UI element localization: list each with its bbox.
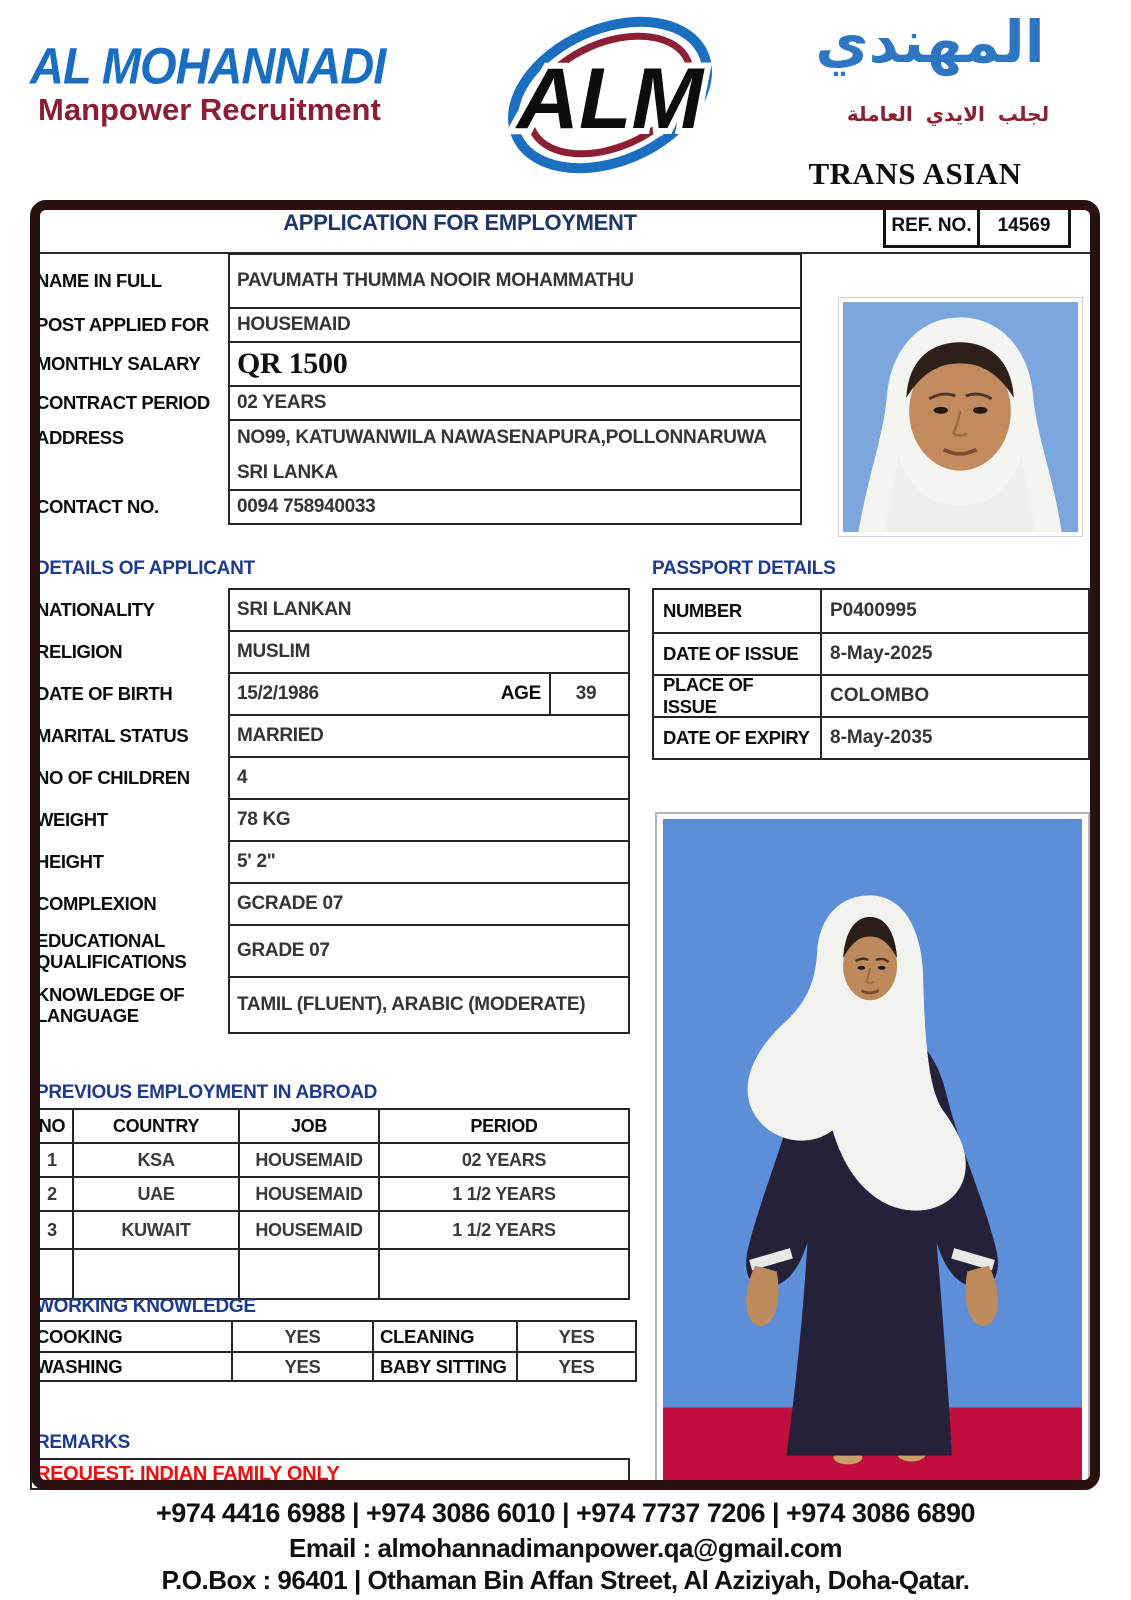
brand-name: AL MOHANNADI xyxy=(30,36,386,95)
age-value: 39 xyxy=(549,674,621,714)
salary-value xyxy=(228,341,802,387)
employment-row-2 xyxy=(32,1176,628,1210)
employment-header-row xyxy=(32,1110,628,1142)
employment-row-1-job: HOUSEMAID xyxy=(240,1144,380,1176)
passport-section-heading: PASSPORT DETAILS xyxy=(652,558,836,579)
arabic-brand-name: المهندي xyxy=(815,8,1045,76)
employment-row-1-period: 02 YEARS xyxy=(461,1149,547,1170)
employment-col-country: COUNTRY xyxy=(74,1110,240,1142)
detail-row-language xyxy=(36,976,630,1034)
alm-logo-icon xyxy=(492,6,728,184)
remarks-value: REQUEST: INDIAN FAMILY ONLY xyxy=(36,1462,340,1485)
working-knowledge-table xyxy=(30,1320,637,1382)
cooking-value: YES xyxy=(233,1322,374,1351)
dob-date: 15/2/1986 xyxy=(237,683,319,704)
working-knowledge-heading: WORKING KNOWLEDGE xyxy=(36,1296,256,1317)
details-section xyxy=(36,588,630,1034)
babysitting-label: BABY SITTING xyxy=(374,1353,518,1380)
ref-number-value: 14569 xyxy=(997,215,1051,236)
employment-row-empty xyxy=(32,1248,628,1298)
cooking-label: COOKING xyxy=(32,1322,233,1351)
employment-row-3 xyxy=(32,1210,628,1248)
nationality-label: NATIONALITY xyxy=(36,599,155,621)
employment-row-3-job: HOUSEMAID xyxy=(240,1212,380,1248)
detail-row-nationality xyxy=(36,588,630,632)
employment-row-3-period: 1 1/2 YEARS xyxy=(452,1219,556,1240)
name-value: PAVUMATH THUMMA NOOIR MOHAMMATHU xyxy=(228,253,802,309)
address-label: ADDRESS xyxy=(36,427,124,448)
passport-issue-date-value: 8-May-2025 xyxy=(830,643,933,664)
contract-label: CONTRACT PERIOD xyxy=(36,392,210,413)
language-label: KNOWLEDGE OF LANGUAGE xyxy=(36,983,185,1026)
employment-row-2-country: UAE xyxy=(74,1178,240,1210)
remarks-heading: REMARKS xyxy=(36,1432,130,1453)
education-label: EDUCATIONAL QUALIFICATIONS xyxy=(36,929,187,972)
brand-subtitle: Manpower Recruitment xyxy=(38,92,381,127)
detail-row-dob xyxy=(36,672,630,716)
name-label: NAME IN FULL xyxy=(36,270,162,291)
address-line-1: NO99, KATUWANWILA NAWASENAPURA,POLLONNARUWA xyxy=(237,426,767,448)
marital-label: MARITAL STATUS xyxy=(36,725,189,747)
employment-row-3-country: KUWAIT xyxy=(74,1212,240,1248)
passport-issue-date-label: DATE OF ISSUE xyxy=(654,634,822,674)
complexion-label: COMPLEXION xyxy=(36,893,157,915)
cleaning-value: YES xyxy=(558,1325,595,1347)
footer-phone-numbers: +974 4416 6988 | +974 3086 6010 | +974 7737 7206 | +974 3086 6890 xyxy=(156,1498,975,1528)
field-row-address xyxy=(36,419,802,491)
employment-row-1-country: KSA xyxy=(74,1144,240,1176)
babysitting-value: YES xyxy=(558,1355,595,1377)
application-form xyxy=(30,200,1100,1490)
remarks-box xyxy=(30,1458,630,1490)
age-label: AGE xyxy=(500,683,541,704)
employment-col-period: PERIOD xyxy=(470,1115,538,1136)
post-label: POST APPLIED FOR xyxy=(36,314,209,335)
marital-value: MARRIED xyxy=(228,714,630,758)
address-value xyxy=(228,419,802,491)
employment-row-1-no: 1 xyxy=(32,1144,74,1176)
detail-row-complexion xyxy=(36,882,630,926)
working-knowledge-row-1 xyxy=(32,1322,635,1351)
children-value: 4 xyxy=(228,756,630,800)
cleaning-label: CLEANING xyxy=(374,1322,518,1351)
washing-value: YES xyxy=(233,1353,374,1380)
ref-number-label: REF. NO. xyxy=(886,207,980,245)
detail-row-religion xyxy=(36,630,630,674)
employment-row-2-job: HOUSEMAID xyxy=(240,1178,380,1210)
detail-row-children xyxy=(36,756,630,800)
field-row-salary xyxy=(36,341,802,387)
language-value: TAMIL (FLUENT), ARABIC (MODERATE) xyxy=(228,976,630,1034)
employment-section-heading: PREVIOUS EMPLOYMENT IN ABROAD xyxy=(36,1082,378,1103)
field-row-post xyxy=(36,307,802,343)
passport-row-issue-date xyxy=(654,632,1088,674)
dob-value xyxy=(228,672,630,716)
passport-expiry-label: DATE OF EXPIRY xyxy=(654,718,822,758)
detail-row-height xyxy=(36,840,630,884)
contract-value: 02 YEARS xyxy=(228,385,802,421)
employment-row-4-job xyxy=(240,1250,380,1298)
employment-row-3-no: 3 xyxy=(32,1212,74,1248)
details-section-heading: DETAILS OF APPLICANT xyxy=(36,558,255,579)
employment-col-job: JOB xyxy=(240,1110,380,1142)
passport-row-number xyxy=(654,590,1088,632)
complexion-value: GCRADE 07 xyxy=(228,882,630,926)
applicant-fullbody-photo xyxy=(655,812,1090,1490)
passport-row-issue-place xyxy=(654,674,1088,716)
employment-row-4-country xyxy=(74,1250,240,1298)
arabic-brand-subtitle: لجلب الايدي العاملة xyxy=(846,102,1050,126)
field-row-contract xyxy=(36,385,802,421)
contact-value: 0094 758940033 xyxy=(228,489,802,525)
religion-value: MUSLIM xyxy=(228,630,630,674)
height-value: 5' 2" xyxy=(228,840,630,884)
footer-address: P.O.Box : 96401 | Othaman Bin Affan Street, Al Aziziyah, Doha-Qatar. xyxy=(161,1565,970,1595)
employment-col-no: NO xyxy=(32,1110,74,1142)
detail-row-education xyxy=(36,924,630,978)
ref-number-box xyxy=(883,204,1071,248)
passport-issue-place-value: COLOMBO xyxy=(830,685,930,706)
passport-number-value: P0400995 xyxy=(830,600,917,621)
employment-row-2-no: 2 xyxy=(32,1178,74,1210)
form-title: APPLICATION FOR EMPLOYMENT xyxy=(283,210,637,235)
employment-row-1 xyxy=(32,1142,628,1176)
working-knowledge-row-2 xyxy=(32,1351,635,1380)
field-row-name xyxy=(36,253,802,309)
top-fields-section xyxy=(36,253,802,525)
washing-label: WASHING xyxy=(32,1353,233,1380)
address-line-2: SRI LANKA xyxy=(237,461,338,483)
salary-amount: QR 1500 xyxy=(237,347,348,380)
employment-row-2-period: 1 1/2 YEARS xyxy=(452,1183,556,1204)
field-row-contact xyxy=(36,489,802,525)
employment-table xyxy=(30,1108,630,1300)
weight-value: 78 KG xyxy=(228,798,630,842)
passport-table xyxy=(652,588,1090,760)
salary-label: MONTHLY SALARY xyxy=(36,353,201,374)
passport-issue-place-label: PLACE OF ISSUE xyxy=(654,676,822,716)
detail-row-weight xyxy=(36,798,630,842)
post-value: HOUSEMAID xyxy=(228,307,802,343)
agency-name: TRANS ASIAN xyxy=(808,156,1022,191)
passport-number-label: NUMBER xyxy=(654,590,822,632)
education-value: GRADE 07 xyxy=(228,924,630,978)
nationality-value: SRI LANKAN xyxy=(228,588,630,632)
dob-label: DATE OF BIRTH xyxy=(36,683,173,705)
contact-label: CONTACT NO. xyxy=(36,496,159,517)
footer-email: Email : almohannadimanpower.qa@gmail.com xyxy=(289,1533,842,1563)
weight-label: WEIGHT xyxy=(36,809,108,831)
passport-expiry-value: 8-May-2035 xyxy=(830,727,933,748)
logo-monogram: ALM xyxy=(516,51,704,147)
children-label: NO OF CHILDREN xyxy=(36,767,190,789)
applicant-headshot-photo xyxy=(838,297,1083,537)
employment-row-4-period xyxy=(380,1250,628,1298)
employment-row-4-no xyxy=(32,1250,74,1298)
detail-row-marital xyxy=(36,714,630,758)
height-label: HEIGHT xyxy=(36,851,104,873)
passport-row-expiry xyxy=(654,716,1088,758)
religion-label: RELIGION xyxy=(36,641,123,663)
